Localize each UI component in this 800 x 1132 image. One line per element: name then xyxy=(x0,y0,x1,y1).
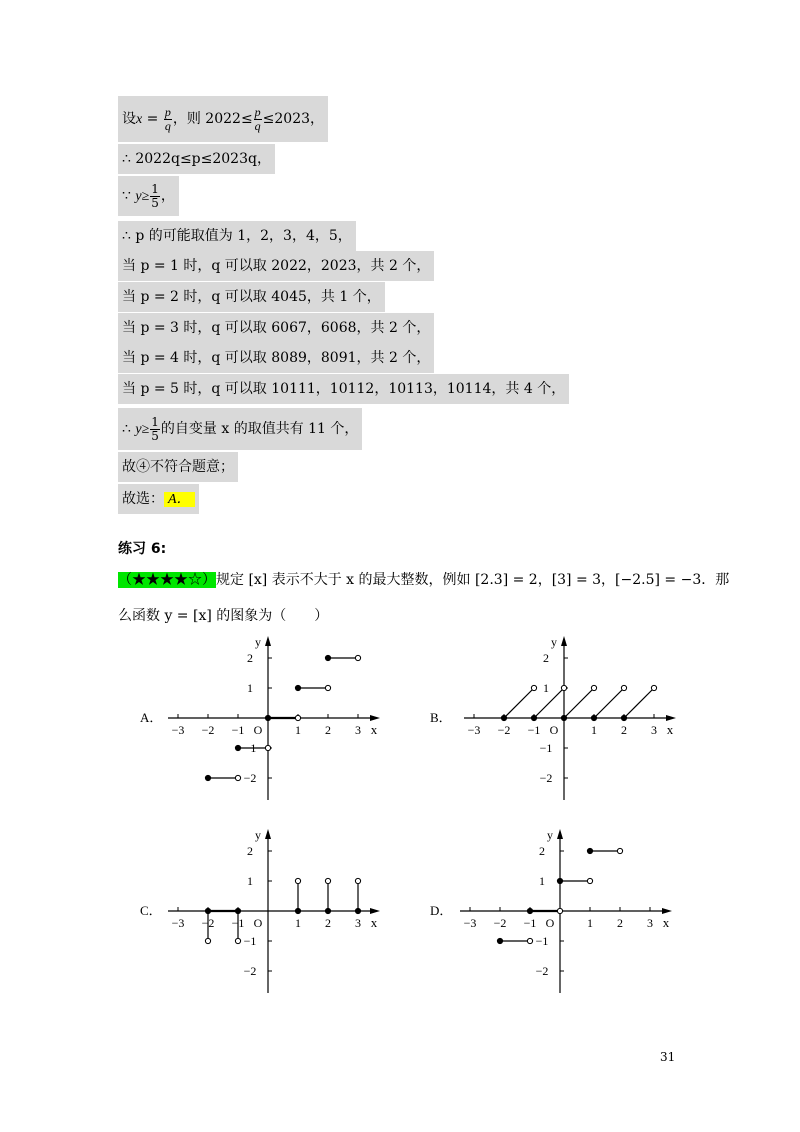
y-tick-label: −2 xyxy=(243,964,257,978)
x-tick-label: 2 xyxy=(325,916,331,930)
y-tick-label: −2 xyxy=(539,771,553,785)
y-axis-label: y xyxy=(255,828,261,842)
origin-label: O xyxy=(253,916,263,930)
open-point xyxy=(325,878,330,883)
x-tick-label: 1 xyxy=(295,916,301,930)
y-axis-arrow xyxy=(265,829,271,839)
x-tick-label: 2 xyxy=(325,723,331,737)
x-tick-label: 3 xyxy=(651,723,657,737)
x-tick-label: 1 xyxy=(591,723,597,737)
x-tick-label: 3 xyxy=(647,916,653,930)
graph-label: A． xyxy=(140,710,163,725)
y-tick-label: −1 xyxy=(535,934,549,948)
solution-line-1: 设x = $\frac{p}{q}$ ，则 2022≤ $\frac{p}{q}$ ≤2023， xyxy=(118,96,328,142)
open-point xyxy=(587,878,592,883)
y-tick-label: 1 xyxy=(247,681,253,695)
solution-line-8: 当 p = 4 时，q 可以取 8089，8091，共 2 个， xyxy=(118,343,434,373)
filled-point xyxy=(621,715,626,720)
filled-point xyxy=(325,908,330,913)
filled-point xyxy=(325,655,330,660)
x-axis-label: x xyxy=(666,722,674,737)
filled-point xyxy=(235,745,240,750)
solution-line-12: 故选： A． xyxy=(118,484,199,514)
x-tick-label: −3 xyxy=(171,723,185,737)
solution-line-2: ∴ 2022q≤p≤2023q， xyxy=(118,144,275,174)
graph-segment xyxy=(504,688,534,718)
filled-point xyxy=(295,685,300,690)
open-point xyxy=(355,878,360,883)
graph-segment xyxy=(624,688,654,718)
solution-line-4: ∴ p 的可能取值为 1，2，3，4，5， xyxy=(118,221,356,251)
y-axis-arrow xyxy=(265,636,271,646)
filled-point xyxy=(527,908,532,913)
y-axis-label: y xyxy=(255,635,261,649)
graph-segment xyxy=(564,688,594,718)
open-point xyxy=(235,775,240,780)
exercise-title: 练习 6: xyxy=(118,541,167,557)
solution-line-5: 当 p = 1 时，q 可以取 2022，2023，共 2 个， xyxy=(118,251,434,281)
open-point xyxy=(325,685,330,690)
open-point xyxy=(617,848,622,853)
open-point xyxy=(235,938,240,943)
filled-point xyxy=(295,908,300,913)
x-tick-label: −2 xyxy=(497,723,511,737)
graph-label: B． xyxy=(430,710,452,725)
x-tick-label: −3 xyxy=(467,723,481,737)
x-axis-label: x xyxy=(662,915,670,930)
filled-point xyxy=(501,715,506,720)
open-point xyxy=(355,655,360,660)
x-tick-label: 3 xyxy=(355,723,361,737)
open-point xyxy=(557,908,562,913)
x-tick-label: 2 xyxy=(621,723,627,737)
y-tick-label: −2 xyxy=(243,771,257,785)
y-axis-label: y xyxy=(547,828,553,842)
filled-point xyxy=(265,715,270,720)
y-tick-label: 1 xyxy=(539,874,545,888)
solution-line-11: 故④不符合题意； xyxy=(118,452,238,482)
open-point xyxy=(591,685,596,690)
page-number: 31 xyxy=(660,1050,676,1064)
open-point xyxy=(531,685,536,690)
open-point xyxy=(205,938,210,943)
solution-line-6: 当 p = 2 时，q 可以取 4045，共 1 个， xyxy=(118,282,385,312)
solution-line-10: ∴ y≥ $\frac{1}{5}$ 的自变量 x 的取值共有 11 个， xyxy=(118,408,362,450)
exercise-question-line-1: （★★★★☆）规定 [x] 表示不大于 x 的最大整数，例如 [2.3] = 2，[3] = 3，[−2.5] = −3．那 xyxy=(118,572,730,588)
y-axis-arrow xyxy=(557,829,563,839)
x-axis-arrow xyxy=(666,715,676,721)
x-axis-label: x xyxy=(370,915,378,930)
y-axis-arrow xyxy=(561,636,567,646)
origin-label: O xyxy=(545,916,555,930)
open-point xyxy=(295,715,300,720)
x-axis-label: x xyxy=(370,722,378,737)
y-axis-label: y xyxy=(551,635,557,649)
y-tick-label: −1 xyxy=(243,934,257,948)
x-tick-label: 2 xyxy=(617,916,623,930)
y-tick-label: −2 xyxy=(535,964,549,978)
graph-label: D． xyxy=(430,903,453,918)
filled-point xyxy=(355,908,360,913)
graph-segment xyxy=(534,688,564,718)
y-tick-label: 1 xyxy=(247,874,253,888)
x-tick-label: 3 xyxy=(355,916,361,930)
filled-point xyxy=(557,878,562,883)
origin-label: O xyxy=(549,723,559,737)
x-tick-label: 1 xyxy=(295,723,301,737)
x-tick-label: −3 xyxy=(171,916,185,930)
filled-point xyxy=(587,848,592,853)
x-tick-label: −2 xyxy=(493,916,507,930)
x-tick-label: 1 xyxy=(587,916,593,930)
filled-point xyxy=(591,715,596,720)
y-tick-label: 2 xyxy=(543,651,549,665)
x-axis-arrow xyxy=(370,715,380,721)
x-tick-label: −1 xyxy=(231,723,245,737)
x-tick-label: −1 xyxy=(523,916,537,930)
y-tick-label: −1 xyxy=(539,741,553,755)
y-tick-label: −1 xyxy=(243,741,257,755)
y-tick-label: 2 xyxy=(539,844,545,858)
solution-line-9: 当 p = 5 时，q 可以取 10111，10112，10113，10114，共 4 个， xyxy=(118,374,569,404)
graph-segment xyxy=(594,688,624,718)
x-tick-label: −2 xyxy=(201,916,215,930)
open-point xyxy=(651,685,656,690)
x-axis-arrow xyxy=(370,908,380,914)
x-axis-arrow xyxy=(662,908,672,914)
x-tick-label: −1 xyxy=(527,723,541,737)
open-point xyxy=(295,878,300,883)
filled-point xyxy=(531,715,536,720)
filled-point xyxy=(561,715,566,720)
y-tick-label: 1 xyxy=(543,681,549,695)
open-point xyxy=(561,685,566,690)
open-point xyxy=(265,745,270,750)
y-tick-label: 2 xyxy=(247,651,253,665)
exercise-question-line-2: 么函数 y = [x] 的图象为（ ） xyxy=(118,608,329,624)
y-tick-label: 2 xyxy=(247,844,253,858)
answer-highlight: A． xyxy=(164,492,195,507)
x-tick-label: −1 xyxy=(231,916,245,930)
solution-line-3: ∵ y≥ $\frac{1}{5}$ ， xyxy=(118,176,179,216)
filled-point xyxy=(497,938,502,943)
x-tick-label: −3 xyxy=(463,916,477,930)
graph-label: C． xyxy=(140,903,162,918)
open-point xyxy=(621,685,626,690)
solution-line-7: 当 p = 3 时，q 可以取 6067，6068，共 2 个， xyxy=(118,313,434,343)
filled-point xyxy=(205,775,210,780)
difficulty-stars: （★★★★☆） xyxy=(118,572,216,588)
x-tick-label: −2 xyxy=(201,723,215,737)
open-point xyxy=(527,938,532,943)
origin-label: O xyxy=(253,723,263,737)
